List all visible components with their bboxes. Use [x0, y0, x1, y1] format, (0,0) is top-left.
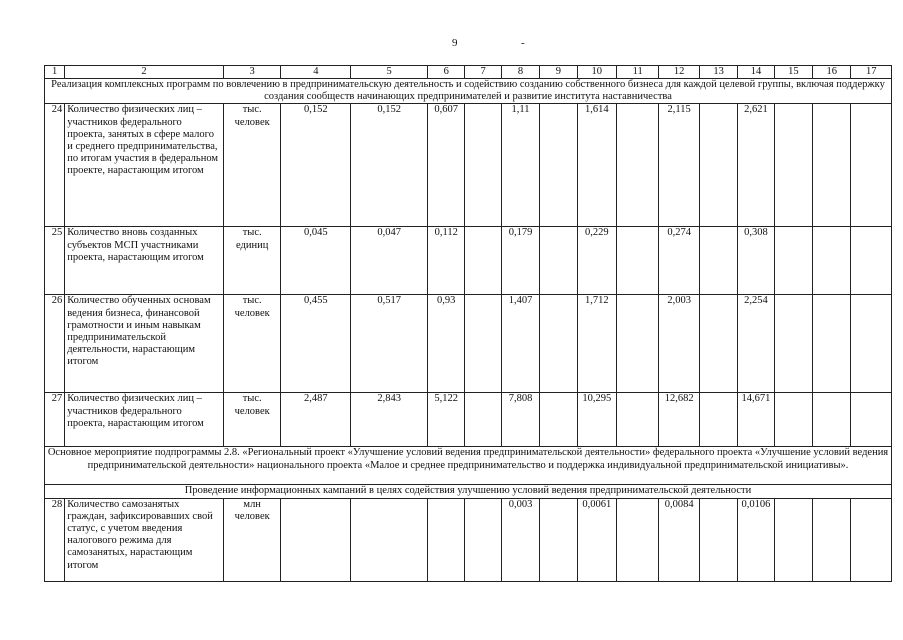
- value-cell: [617, 104, 659, 227]
- value-cell: [774, 227, 812, 295]
- column-number-cell: 12: [659, 66, 699, 79]
- value-cell: [699, 393, 737, 447]
- value-cell: 0,179: [501, 227, 539, 295]
- section-row: [45, 447, 892, 485]
- value-cell: [540, 498, 577, 581]
- section-title-cell: Реализация комплексных программ по вовлечению в предпринимательскую деятельность и содействию созданию собственного бизнеса для каждой целевой группы, включая поддержку создания сообществ начинающих предпринимателей и развитие института наставничества: [45, 79, 892, 104]
- value-cell: [540, 227, 577, 295]
- value-cell: [465, 498, 501, 581]
- page-mark: -: [521, 37, 525, 49]
- value-cell: 0,003: [501, 498, 539, 581]
- value-cell: 0,0061: [577, 498, 616, 581]
- indicator-name-cell: Количество вновь созданных субъектов МСП участниками проекта, нарастающим итогом: [65, 227, 224, 295]
- section-row: [45, 79, 892, 104]
- value-cell: [851, 498, 892, 581]
- value-cell: 2,621: [738, 104, 774, 227]
- value-cell: [851, 295, 892, 393]
- value-cell: 0,152: [281, 104, 351, 227]
- value-cell: [774, 393, 812, 447]
- value-cell: 1,712: [577, 295, 616, 393]
- row-number-cell: 25: [45, 227, 65, 295]
- column-number-cell: 16: [813, 66, 851, 79]
- value-cell: [851, 393, 892, 447]
- value-cell: [851, 104, 892, 227]
- value-cell: 7,808: [501, 393, 539, 447]
- value-cell: 0,93: [428, 295, 465, 393]
- value-cell: [699, 498, 737, 581]
- value-cell: 2,843: [351, 393, 428, 447]
- value-cell: [774, 295, 812, 393]
- column-number-cell: 6: [428, 66, 465, 79]
- value-cell: 0,455: [281, 295, 351, 393]
- value-cell: [699, 104, 737, 227]
- column-number-cell: 13: [699, 66, 737, 79]
- table-row: [45, 498, 892, 581]
- page-number: 9: [452, 37, 458, 49]
- value-cell: [465, 104, 501, 227]
- value-cell: 0,045: [281, 227, 351, 295]
- value-cell: [813, 295, 851, 393]
- value-cell: 0,517: [351, 295, 428, 393]
- unit-cell: тыс. человек: [223, 393, 281, 447]
- value-cell: 0,0106: [738, 498, 774, 581]
- column-number-cell: 8: [501, 66, 539, 79]
- value-cell: [617, 295, 659, 393]
- value-cell: [813, 393, 851, 447]
- value-cell: [774, 104, 812, 227]
- column-number-cell: 17: [851, 66, 892, 79]
- value-cell: 2,487: [281, 393, 351, 447]
- value-cell: [617, 393, 659, 447]
- value-cell: 2,003: [659, 295, 699, 393]
- value-cell: 0,152: [351, 104, 428, 227]
- row-number-cell: 24: [45, 104, 65, 227]
- value-cell: 2,254: [738, 295, 774, 393]
- value-cell: 0,112: [428, 227, 465, 295]
- value-cell: 1,614: [577, 104, 616, 227]
- row-number-cell: 26: [45, 295, 65, 393]
- indicator-name-cell: Количество физических лиц – участников федерального проекта, нарастающим итогом: [65, 393, 224, 447]
- value-cell: [540, 104, 577, 227]
- value-cell: [699, 227, 737, 295]
- column-number-cell: 5: [351, 66, 428, 79]
- indicator-name-cell: Количество самозанятых граждан, зафиксировавших свой статус, с учетом введения налогового режима для самозанятых, нарастающим итогом: [65, 498, 224, 581]
- value-cell: 0,229: [577, 227, 616, 295]
- value-cell: 0,308: [738, 227, 774, 295]
- indicator-name-cell: Количество физических лиц – участников федерального проекта, занятых в сфере малого и среднего предпринимательства, по итогам участия в федеральном проекте, нарастающим итогом: [65, 104, 224, 227]
- value-cell: [774, 498, 812, 581]
- value-cell: [813, 104, 851, 227]
- column-number-cell: 7: [465, 66, 501, 79]
- column-number-cell: 15: [774, 66, 812, 79]
- value-cell: 0,274: [659, 227, 699, 295]
- unit-cell: тыс. человек: [223, 104, 281, 227]
- value-cell: [851, 227, 892, 295]
- column-number-cell: 3: [223, 66, 281, 79]
- value-cell: 12,682: [659, 393, 699, 447]
- section-title-cell: Основное мероприятие подпрограммы 2.8. «Региональный проект «Улучшение условий ведения предпринимательской деятельности» федерального проекта «Улучшение условий ведения предпринимательской деятельности» национального проекта «Малое и среднее предпринимательство и поддержка индивидуальной предпринимательской инициативы».: [45, 447, 892, 485]
- value-cell: 0,047: [351, 227, 428, 295]
- table-row: [45, 295, 892, 393]
- value-cell: [813, 498, 851, 581]
- value-cell: 2,115: [659, 104, 699, 227]
- table-row: [45, 393, 892, 447]
- unit-cell: млн человек: [223, 498, 281, 581]
- value-cell: 0,0084: [659, 498, 699, 581]
- unit-cell: тыс. единиц: [223, 227, 281, 295]
- value-cell: [617, 498, 659, 581]
- column-number-cell: 14: [738, 66, 774, 79]
- value-cell: [281, 498, 351, 581]
- value-cell: [465, 393, 501, 447]
- column-number-cell: 1: [45, 66, 65, 79]
- value-cell: [428, 498, 465, 581]
- value-cell: [617, 227, 659, 295]
- value-cell: [699, 295, 737, 393]
- value-cell: 14,671: [738, 393, 774, 447]
- row-number-cell: 28: [45, 498, 65, 581]
- value-cell: 1,407: [501, 295, 539, 393]
- column-number-cell: 9: [540, 66, 577, 79]
- column-number-cell: 11: [617, 66, 659, 79]
- value-cell: [540, 393, 577, 447]
- value-cell: [465, 227, 501, 295]
- table-row: [45, 104, 892, 227]
- value-cell: [351, 498, 428, 581]
- table-row: [45, 227, 892, 295]
- column-number-cell: 10: [577, 66, 616, 79]
- value-cell: 1,11: [501, 104, 539, 227]
- section-row: [45, 485, 892, 498]
- row-number-cell: 27: [45, 393, 65, 447]
- value-cell: [465, 295, 501, 393]
- value-cell: [540, 295, 577, 393]
- header-row: [45, 66, 892, 79]
- indicator-name-cell: Количество обученных основам ведения бизнеса, финансовой грамотности и иным навыкам предпринимательской деятельности, нарастающим итогом: [65, 295, 224, 393]
- value-cell: 10,295: [577, 393, 616, 447]
- value-cell: 0,607: [428, 104, 465, 227]
- unit-cell: тыс. человек: [223, 295, 281, 393]
- value-cell: [813, 227, 851, 295]
- value-cell: 5,122: [428, 393, 465, 447]
- section-subtitle-cell: Проведение информационных кампаний в целях содействия улучшению условий ведения предпринимательской деятельности: [45, 485, 892, 498]
- column-number-cell: 2: [65, 66, 224, 79]
- indicators-table: [44, 65, 892, 582]
- column-number-cell: 4: [281, 66, 351, 79]
